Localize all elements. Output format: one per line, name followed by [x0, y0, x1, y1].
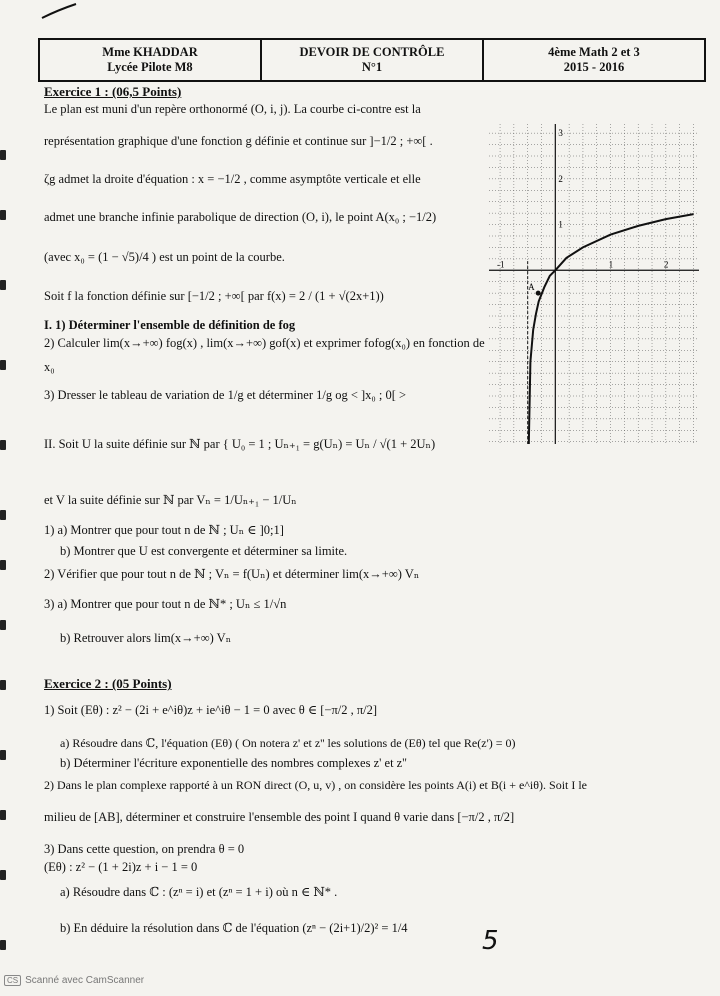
- y-tick-1: 1: [558, 219, 563, 230]
- x-tick-2: 2: [663, 259, 669, 270]
- ex2-line-1: 1) Soit (Eθ) : z² − (2i + e^iθ)z + ie^iθ − 1 = 0 avec θ ∈ [−π/2 , π/2]: [44, 703, 378, 717]
- header-teacher-cell: [40, 40, 260, 80]
- ex2-line-5: milieu de [AB], déterminer et construire l'ensemble des point I quand θ varie dans [−π/2 , π/2]: [44, 810, 515, 824]
- ex1-line-10: 3) Dresser le tableau de variation de 1/g et déterminer 1/g og < ]x₀ ; 0[ >: [44, 388, 407, 402]
- point-a: [536, 291, 541, 296]
- x-tick-minus-1: -1: [497, 259, 505, 270]
- binding-marks: [0, 150, 10, 980]
- ex1-line-1: Le plan est muni d'un repère orthonormé (O, i, j). La courbe ci-contre est la: [44, 102, 421, 116]
- teacher-name: Mme KHADDAR: [102, 45, 198, 59]
- ex2-line-8: a) Résoudre dans ℂ : (zⁿ = i) et (zⁿ = 1 + i) où n ∈ ℕ* .: [60, 885, 338, 899]
- ex1-line-2: représentation graphique d'une fonction g définie et continue sur ]−1/2 ; +∞[ .: [44, 134, 433, 148]
- ex1-line-5: (avec x₀ = (1 − √5)/4 ) est un point de la courbe.: [44, 250, 285, 264]
- ex1-line-16: 3) a) Montrer que pour tout n de ℕ* ; Uₙ ≤ 1/√n: [44, 597, 287, 611]
- ex1-line-6: Soit f la fonction définie sur [−1/2 ; +∞[ par f(x) = 2 / (1 + √(2x+1)): [44, 289, 384, 303]
- header-title-cell: [260, 40, 482, 80]
- ex1-line-9: x₀: [44, 360, 55, 374]
- header-class-cell: [482, 40, 704, 80]
- exercise-2-title: Exercice 2 : (05 Points): [44, 676, 172, 691]
- school-name: Lycée Pilote M8: [107, 60, 193, 74]
- ex2-line-9: b) En déduire la résolution dans ℂ de l'équation (zⁿ − (2i+1)/2)² = 1/4: [60, 921, 408, 935]
- school-year: 2015 - 2016: [563, 60, 625, 74]
- camscanner-icon: CS: [4, 975, 21, 986]
- exam-title: DEVOIR DE CONTRÔLE: [299, 45, 445, 59]
- ex1-line-17: b) Retrouver alors lim(x→+∞) Vₙ: [60, 631, 232, 645]
- ex1-line-7: I. 1) Déterminer l'ensemble de définition de fog: [44, 318, 296, 332]
- ex2-line-4: 2) Dans le plan complexe rapporté à un RON direct (O, u, v) , on considère les points A(i) et B(i + e^iθ). Soit I le: [44, 778, 588, 792]
- ex1-line-3: ζg admet la droite d'équation : x = −1/2 , comme asymptôte verticale et elle: [44, 172, 421, 186]
- ex2-line-2: a) Résoudre dans ℂ, l'équation (Eθ) ( On notera z' et z'' les solutions de (Eθ) tel que Re(z') = 0): [60, 736, 516, 750]
- scanner-text: Scanné avec CamScanner: [25, 975, 145, 986]
- exam-header: [38, 38, 706, 82]
- ex1-line-13: 1) a) Montrer que pour tout n de ℕ ; Uₙ ∈ ]0;1]: [44, 523, 284, 537]
- ex1-line-12: et V la suite définie sur ℕ par Vₙ = 1/Uₙ₊₁ − 1/Uₙ: [44, 493, 297, 507]
- point-a-label: A: [528, 282, 535, 293]
- y-tick-3: 3: [558, 128, 563, 139]
- scanner-footer: [4, 975, 144, 986]
- ex1-line-4: admet une branche infinie parabolique de direction (O, i), le point A(x₀ ; −1/2): [44, 210, 437, 224]
- curve-g: [529, 214, 694, 444]
- ex2-line-6: 3) Dans cette question, on prendra θ = 0: [44, 842, 245, 856]
- ex1-line-15: 2) Vérifier que pour tout n de ℕ ; Vₙ = f(Uₙ) et déterminer lim(x→+∞) Vₙ: [44, 567, 420, 581]
- ex1-line-8: 2) Calculer lim(x→+∞) fog(x) , lim(x→+∞) gof(x) et exprimer fofog(x₀) en fonction de: [44, 336, 485, 350]
- ex1-line-14: b) Montrer que U est convergente et déterminer sa limite.: [60, 544, 348, 558]
- exam-number: N°1: [361, 60, 383, 74]
- ex1-line-11: II. Soit U la suite définie sur ℕ par { U₀ = 1 ; Uₙ₊₁ = g(Uₙ) = Uₙ / √(1 + 2Uₙ): [44, 437, 436, 451]
- ex2-line-7: (Eθ) : z² − (1 + 2i)z + i − 1 = 0: [44, 860, 198, 874]
- x-tick-1: 1: [608, 259, 614, 270]
- ex2-line-3: b) Déterminer l'écriture exponentielle des nombres complexes z' et z'': [60, 756, 407, 770]
- y-tick-2: 2: [558, 173, 563, 184]
- exercise-1-title: Exercice 1 : (06,5 Points): [44, 84, 182, 99]
- class-name: 4ème Math 2 et 3: [548, 45, 640, 59]
- function-graph: [483, 118, 705, 450]
- pen-stroke-mark: [40, 2, 80, 20]
- handwritten-mark: 5: [482, 926, 499, 956]
